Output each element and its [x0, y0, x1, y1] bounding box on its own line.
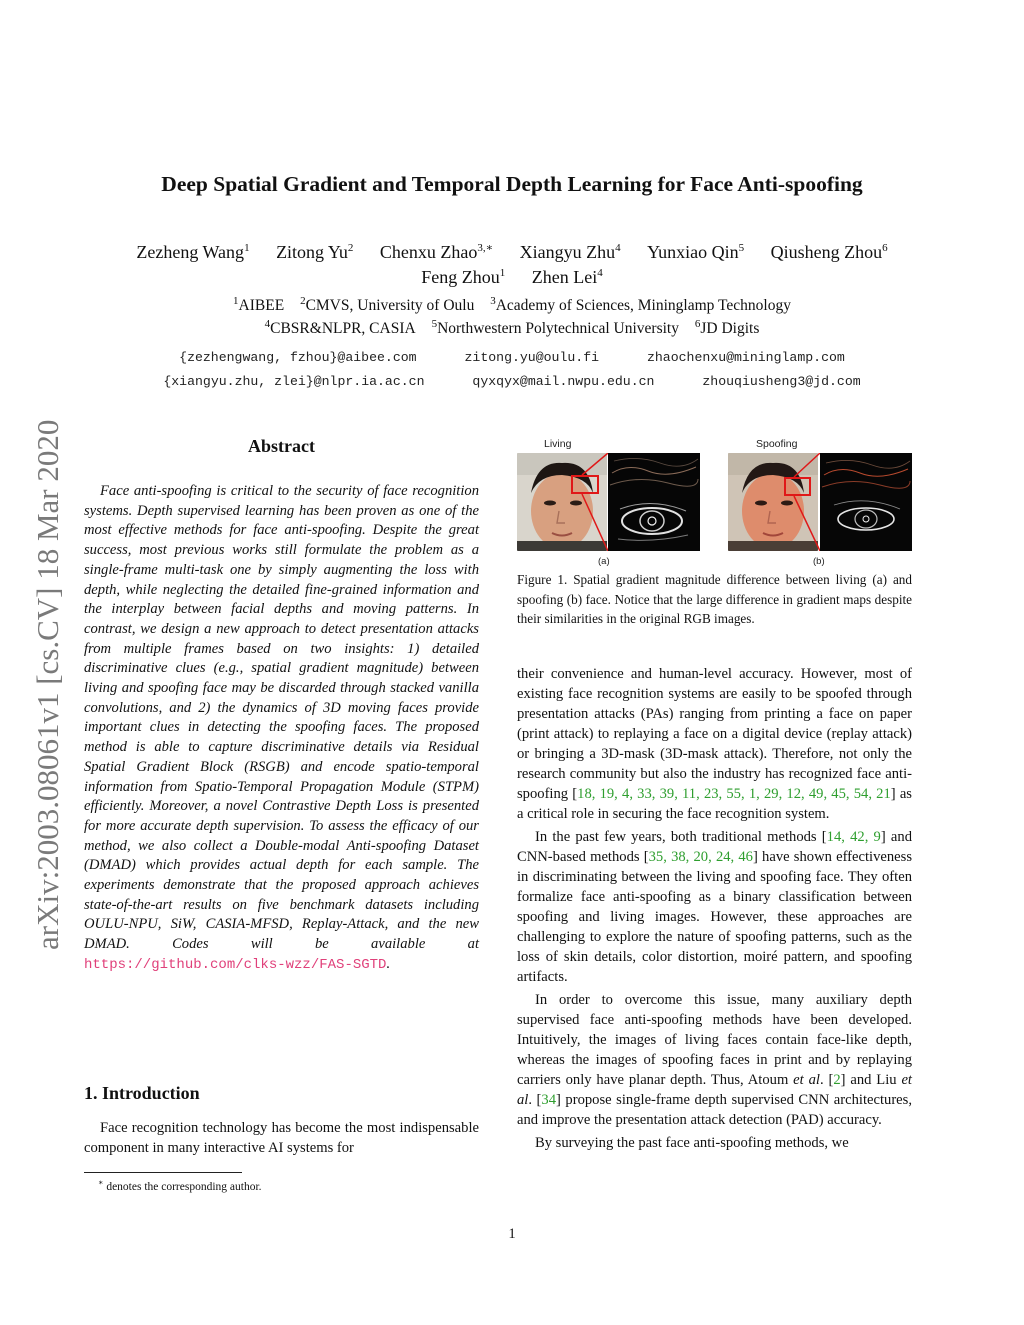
email: zhaochenxu@mininglamp.com — [646, 350, 845, 365]
abstract-heading: Abstract — [248, 436, 315, 456]
citation-links[interactable]: 35, 38, 20, 24, 46 — [648, 849, 753, 865]
author: Chenxu Zhao$^{3,∗}$ — [379, 242, 494, 262]
author: Qiusheng Zhou$^6$ — [770, 242, 888, 262]
paragraph: In order to overcome this issue, many auxiliary depth supervised face anti-spoofing methods have been developed. Intuitively, the images of living faces contain face-like depth, whereas the images of spoofing faces in print and by replaying carriers only have planar depth. Thus, Atoum et al. [2] and Liu et al. [34] propose single-frame depth supervised CNN architectures, and improve the presentation attack detection (PAD) accuracy. — [517, 992, 912, 1128]
citation-links[interactable]: 14, 42, 9 — [826, 829, 881, 845]
paper-title: Deep Spatial Gradient and Temporal Depth Learning for Face Anti-spoofing — [161, 172, 863, 196]
footnote-rule — [84, 1172, 242, 1173]
email: zitong.yu@oulu.fi — [464, 350, 600, 365]
zoom-connector-lines — [792, 453, 822, 551]
arxiv-stamp: arXiv:2003.08061v1 [cs.CV] 18 Mar 2020 — [30, 419, 65, 950]
figure-sub-a: (a) — [598, 556, 610, 567]
author: Zhen Lei$^4$ — [531, 267, 603, 287]
email: qyxqyx@mail.nwpu.edu.cn — [472, 374, 655, 389]
author: Zitong Yu$^2$ — [276, 242, 354, 262]
author: Feng Zhou$^1$ — [421, 267, 506, 287]
author: Xiangyu Zhu$^4$ — [519, 242, 621, 262]
right-column-text — [517, 664, 912, 1156]
page-number: 1 — [508, 1226, 516, 1242]
footnote: ∗ denotes the corresponding author. — [98, 1178, 262, 1193]
authors-line-2 — [0, 265, 1024, 289]
affiliation: $^2$CMVS, University of Oulu — [300, 294, 475, 314]
email: {zezhengwang, fzhou}@aibee.com — [179, 350, 417, 365]
figure-label-spoofing: Spoofing — [756, 438, 798, 450]
affiliation: $^4$CBSR&NLPR, CASIA — [264, 317, 416, 337]
paragraph: By surveying the past face anti-spoofing methods, we — [535, 1135, 849, 1151]
living-gradient-map — [608, 453, 700, 551]
citation-link[interactable]: 34 — [541, 1092, 557, 1108]
figure-label-living: Living — [544, 438, 572, 450]
emails-line-2 — [0, 370, 1024, 393]
emails-line-1 — [0, 346, 1024, 369]
zoom-connector-lines — [580, 453, 610, 551]
author: Yunxiao Qin$^5$ — [647, 242, 745, 262]
code-link[interactable]: https://github.com/clks-wzz/FAS-SGTD — [84, 956, 387, 973]
intro-heading: 1. Introduction — [84, 1083, 200, 1103]
email: {xiangyu.zhu, zlei}@nlpr.ia.ac.cn — [163, 374, 425, 389]
affiliation: $^3$Academy of Sciences, Mininglamp Technology — [490, 294, 791, 314]
affiliations-line-1 — [0, 294, 1024, 317]
figure-caption: Figure 1. Spatial gradient magnitude difference between living (a) and spoofing (b) face. Notice that the large difference in gradient maps despite their similarities in the original RGB images. — [517, 572, 912, 626]
paragraph: their convenience and human-level accuracy. However, most of existing face recognition systems are easily to be spoofed through presentation attacks (PAs) ranging from printing a face on paper (print attack) to replaying a face on a digital device (replay attack) or bringing a 3D-mask (3D-mask attack). Therefore, not only the research community but also the industry has recognized face anti-spoofing [18, 19, 4, 33, 39, 11, 23, 55, 1, 29, 12, 49, 45, 54, 21] as a critical role in securing the face recognition system. — [517, 666, 912, 822]
abstract-body: Face anti-spoofing is critical to the security of face recognition systems. Depth supervised learning has been proven as one of the most effective methods for face anti-spoofing. Despite the great success, most previous works still formulate the problem as a single-frame multi-task one by simply augmenting the loss with depth, while neglecting the detailed fine-grained information and the interplay between facial depths and moving patterns. In contrast, we design a new approach to detect presentation attacks from multiple frames based on two insights: 1) detailed discriminative clues (e.g., spatial gradient magnitude) between living and spoofing face may be discarded through stacked vanilla convolutions, and 2) the dynamics of 3D moving faces provide important clues in detecting the spoofing faces. The proposed method is able to capture discriminative details via Residual Spatial Gradient Block (RSGB) and encode spatio-temporal information from Spatio-Temporal Propagation Module (STPM) efficiently. Moreover, a novel Contrastive Depth Loss is presented for more accurate depth supervision. To assess the efficacy of our method, we also collect a Double-modal Anti-spoofing Dataset (DMAD) which provides actual depth for each sample. The experiments demonstrate that the proposed approach achieves state-of-the-art results on five benchmark datasets including OULU-NPU, SiW, CASIA-MFSD, Replay-Attack, and the new DMAD. Codes will be available at https://github.com/clks-wzz/FAS-SGTD. — [84, 483, 479, 973]
affiliations-line-2 — [0, 317, 1024, 340]
affiliation: $^1$AIBEE — [233, 294, 285, 314]
email: zhouqiusheng3@jd.com — [702, 374, 861, 389]
intro-paragraph: Face recognition technology has become the most indispensable component in many interactive AI systems for — [84, 1120, 479, 1156]
affiliation: $^6$JD Digits — [694, 317, 760, 337]
figure-sub-b: (b) — [813, 556, 825, 567]
affiliation: $^5$Northwestern Polytechnical University — [431, 317, 679, 337]
citation-link[interactable]: 2 — [833, 1072, 841, 1088]
paragraph: In the past few years, both traditional methods [14, 42, 9] and CNN-based methods [35, 38, 20, 24, 46] have shown effectiveness in discriminating between the living and spoofing face. They often formalize face anti-spoofing as a binary classification between spoofing and living images. However, these approaches are challenging to explore the nature of spoofing patterns, such as the loss of skin details, color distortion, moiré pattern, and spoofing artifacts. — [517, 829, 913, 985]
authors-line-1 — [0, 240, 1024, 264]
author: Zezheng Wang$^1$ — [136, 242, 250, 262]
abstract-text: Face anti-spoofing is critical to the security of face recognition systems. Depth supervised learning has been proven as one of the most effective methods for face anti-spoofing. Despite the great success, most previous works still formulate the problem as a single-frame multi-task one by simply augmenting the loss with depth, while neglecting the detailed fine-grained information and the interplay between facial depths and moving patterns. In contrast, we design a new approach to detect presentation attacks from multiple frames based on two insights: 1) detailed discriminative clues (e.g., spatial gradient magnitude) between living and spoofing face may be discarded through stacked vanilla convolutions, and 2) the dynamics of 3D moving faces provide important clues in detecting the spoofing faces. The proposed method is able to capture discriminative details via Residual Spatial Gradient Block (RSGB) and encode spatio-temporal information from Spatio-Temporal Propagation Module (STPM) efficiently. Moreover, a novel Contrastive Depth Loss is presented for more accurate depth supervision. To assess the efficacy of our method, we also collect a Double-modal Anti-spoofing Dataset (DMAD) which provides actual depth for each sample. The experiments demonstrate that the proposed approach achieves state-of-the-art results on five benchmark datasets including OULU-NPU, SiW, CASIA-MFSD, Replay-Attack, and the new DMAD. Codes will be available at — [84, 483, 479, 953]
citation-links[interactable]: 18, 19, 4, 33, 39, 11, 23, 55, 1, 29, 12, 49, 45, 54, 21 — [577, 786, 891, 802]
spoofing-gradient-map — [820, 453, 912, 551]
